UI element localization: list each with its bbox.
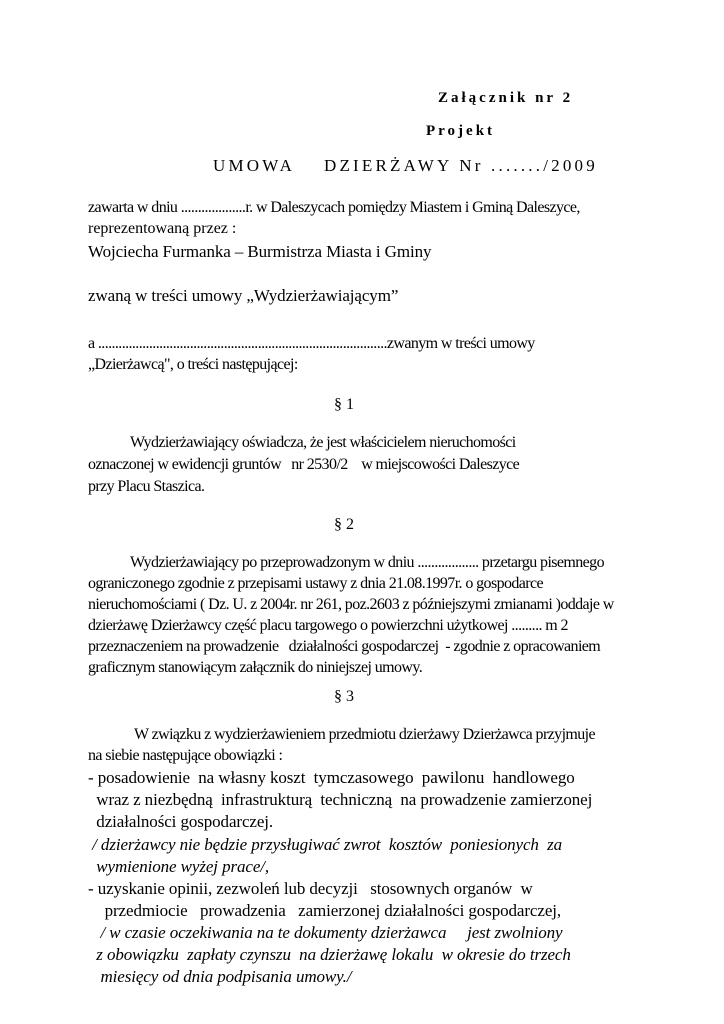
lessor-designation: zwaną w treści umowy „Wydzierżawiającym” xyxy=(88,286,399,305)
section-2-line: Wydzierżawiający po przeprowadzonym w dniu .................. przetargu pisemnego xyxy=(130,554,604,571)
duty-item: przedmiocie prowadzenia zamierzonej działalności gospodarczej, xyxy=(88,901,562,920)
attachment-label: Załącznik nr 2 xyxy=(438,90,574,106)
draft-label: Projekt xyxy=(426,123,496,139)
intro-line-2: reprezentowaną przez : xyxy=(88,220,237,237)
lessee-line: a .....................................................................................zwanym w treści umowy xyxy=(88,335,535,352)
duty-item: wraz z niezbędną infrastrukturą techniczną na prowadzenie zamierzonej xyxy=(88,790,593,809)
duty-item: - posadowienie na własny koszt tymczasowego pawilonu handlowego xyxy=(88,768,575,787)
duty-note: z obowiązku zapłaty czynszu na dzierżawę lokalu w okresie do trzech xyxy=(88,945,571,964)
duty-item: działalności gospodarczej. xyxy=(88,812,274,831)
duty-note: miesięcy od dnia podpisania umowy./ xyxy=(88,967,352,986)
duty-note: / w czasie oczekiwania na te dokumenty dzierżawca jest zwolniony xyxy=(88,923,563,942)
duty-item: - uzyskanie opinii, zezwoleń lub decyzji stosownych organów w xyxy=(88,879,533,898)
duty-note: wymienione wyżej prace/, xyxy=(88,857,270,876)
section-3-line: na siebie następujące obowiązki : xyxy=(88,747,283,764)
section-1-heading: § 1 xyxy=(334,396,354,413)
representative-line: Wojciecha Furmanka – Burmistrza Miasta i Gminy xyxy=(88,242,432,261)
section-2-line: przeznaczeniem na prowadzenie działalności gospodarczej - zgodnie z opracowaniem xyxy=(88,638,601,655)
section-1-line: przy Placu Staszica. xyxy=(88,478,205,495)
document-title: UMOWA DZIERŻAWY Nr ......./2009 xyxy=(213,156,598,175)
section-2-line: nieruchomościami ( Dz. U. z 2004r. nr 261, poz.2603 z późniejszymi zmianami )oddaje w xyxy=(88,596,614,613)
lessee-designation: „Dzierżawcą", o treści następującej: xyxy=(88,356,298,373)
section-3-line: W związku z wydzierżawieniem przedmiotu dzierżawy Dzierżawca przyjmuje xyxy=(134,726,596,743)
duty-note: / dzierżawcy nie będzie przysługiwać zwrot kosztów poniesionych za xyxy=(88,835,563,854)
intro-line-1: zawarta w dniu ...................r. w Daleszycach pomiędzy Miastem i Gminą Daleszyce, xyxy=(88,199,580,216)
section-2-line: ograniczonego zgodnie z przepisami ustawy z dnia 21.08.1997r. o gospodarce xyxy=(88,575,544,592)
section-2-line: graficznym stanowiącym załącznik do niniejszej umowy. xyxy=(88,659,423,676)
section-2-heading: § 2 xyxy=(334,516,354,533)
section-3-heading: § 3 xyxy=(334,688,354,705)
section-1-line: Wydzierżawiający oświadcza, że jest właścicielem nieruchomości xyxy=(130,434,516,451)
section-2-line: dzierżawę Dzierżawcy część placu targowego o powierzchni użytkowej ......... m 2 xyxy=(88,617,568,634)
section-1-line: oznaczonej w ewidencji gruntów nr 2530/2 w miejscowości Daleszyce xyxy=(88,456,520,473)
